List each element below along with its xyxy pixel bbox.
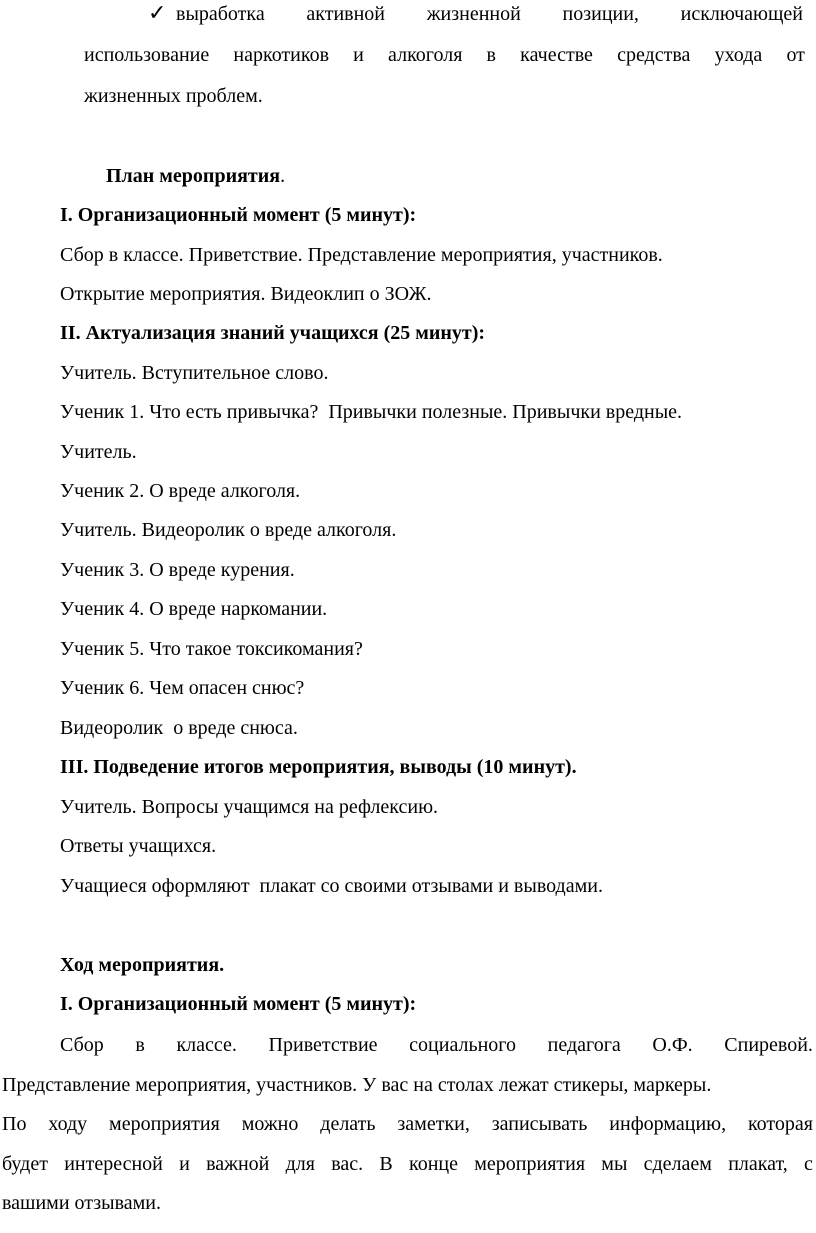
- word: использование: [84, 44, 210, 66]
- word: жизненной: [426, 3, 521, 25]
- word: можно: [241, 1113, 299, 1135]
- plan-section-2-line: Видеоролик о вреде снюса.: [60, 717, 298, 739]
- plan-section-2-line: Ученик 2. О вреде алкоголя.: [60, 480, 301, 502]
- plan-section-2-line: Учитель. Вступительное слово.: [60, 362, 329, 384]
- word: и: [353, 44, 364, 66]
- word: алкоголя: [388, 44, 463, 66]
- bullet-line-3: жизненных проблем.: [84, 85, 263, 107]
- plan-section-1-line: Открытие мероприятия. Видеоклип о ЗОЖ.: [60, 283, 432, 305]
- word: важной: [206, 1153, 270, 1175]
- word: которая: [747, 1113, 813, 1135]
- word: конце: [409, 1153, 458, 1175]
- word: плакат,: [728, 1153, 788, 1175]
- plan-heading-text: План мероприятия: [106, 165, 281, 187]
- word: делать: [320, 1113, 376, 1135]
- plan-section-2-line: Ученик 1. Что есть привычка? Привычки полезные. Привычки вредные.: [60, 401, 683, 423]
- word: выработка: [176, 3, 265, 25]
- word: в: [486, 44, 496, 66]
- word: сделаем: [643, 1153, 712, 1175]
- word: В: [379, 1153, 393, 1175]
- plan-section-2-line: Ученик 4. О вреде наркомании.: [60, 598, 328, 620]
- course-section-1-title: I. Организационный момент (5 минут):: [60, 993, 417, 1015]
- word: вас.: [331, 1153, 364, 1175]
- bullet-line-1: [176, 2, 803, 26]
- word: Приветствие: [268, 1034, 378, 1056]
- plan-section-2-title: II. Актуализация знаний учащихся (25 минут):: [60, 322, 486, 344]
- word: наркотиков: [233, 44, 330, 66]
- word: с: [804, 1153, 813, 1175]
- course-heading: Ход мероприятия.: [60, 954, 225, 976]
- plan-heading-suffix: .: [280, 165, 286, 187]
- plan-section-2-line: Ученик 5. Что такое токсикомания?: [60, 638, 363, 660]
- course-paragraph-line-3: [2, 1112, 813, 1136]
- plan-section-2-line: Учитель. Видеоролик о вреде алкоголя.: [60, 519, 397, 541]
- word: мероприятия: [109, 1113, 220, 1135]
- plan-section-3-line: Учитель. Вопросы учащимся на рефлексию.: [60, 796, 439, 818]
- plan-section-1-title: I. Организационный момент (5 минут):: [60, 204, 417, 226]
- plan-section-3-line: Учащиеся оформляют плакат со своими отзывами и выводами.: [60, 875, 603, 897]
- plan-section-2-line: Ученик 3. О вреде курения.: [60, 559, 295, 581]
- word: исключающей: [680, 3, 803, 25]
- word: По: [2, 1113, 27, 1135]
- word: ухода: [714, 44, 763, 66]
- plan-section-2-line: Учитель.: [60, 441, 137, 463]
- course-paragraph-line-2: Представление мероприятия, участников. У вас на столах лежат стикеры, маркеры.: [2, 1074, 712, 1096]
- word: активной: [306, 3, 386, 25]
- word: для: [285, 1153, 315, 1175]
- word: качестве: [520, 44, 593, 66]
- word: информацию,: [609, 1113, 727, 1135]
- word: позиции,: [562, 3, 639, 25]
- plan-heading: [106, 164, 285, 188]
- word: Сбор: [60, 1034, 104, 1056]
- word: мероприятия: [474, 1153, 586, 1175]
- word: записывать: [491, 1113, 588, 1135]
- word: классе.: [176, 1034, 237, 1056]
- word: средства: [617, 44, 691, 66]
- word: мы: [601, 1153, 628, 1175]
- word: социального: [409, 1034, 517, 1056]
- word: интересной: [64, 1153, 163, 1175]
- word: будет: [2, 1153, 48, 1175]
- word: Спиревой.: [724, 1034, 813, 1056]
- word: О.Ф.: [652, 1034, 693, 1056]
- word: педагога: [547, 1034, 621, 1056]
- plan-section-3-line: Ответы учащихся.: [60, 835, 217, 857]
- bullet-line-2: [84, 43, 805, 67]
- plan-section-1-line: Сбор в классе. Приветствие. Представление мероприятия, участников.: [60, 244, 663, 266]
- plan-section-3-title: III. Подведение итогов мероприятия, выводы (10 минут).: [60, 756, 577, 778]
- word: от: [786, 44, 805, 66]
- plan-section-2-line: Ученик 6. Чем опасен снюс?: [60, 677, 305, 699]
- word: в: [135, 1034, 145, 1056]
- course-paragraph-line-5: вашими отзывами.: [2, 1192, 161, 1214]
- word: заметки,: [397, 1113, 470, 1135]
- course-paragraph-line-4: [2, 1152, 813, 1176]
- word: и: [179, 1153, 190, 1175]
- course-paragraph-line-1: [60, 1033, 813, 1057]
- word: ходу: [48, 1113, 88, 1135]
- checkmark-icon: ✓: [148, 1, 167, 26]
